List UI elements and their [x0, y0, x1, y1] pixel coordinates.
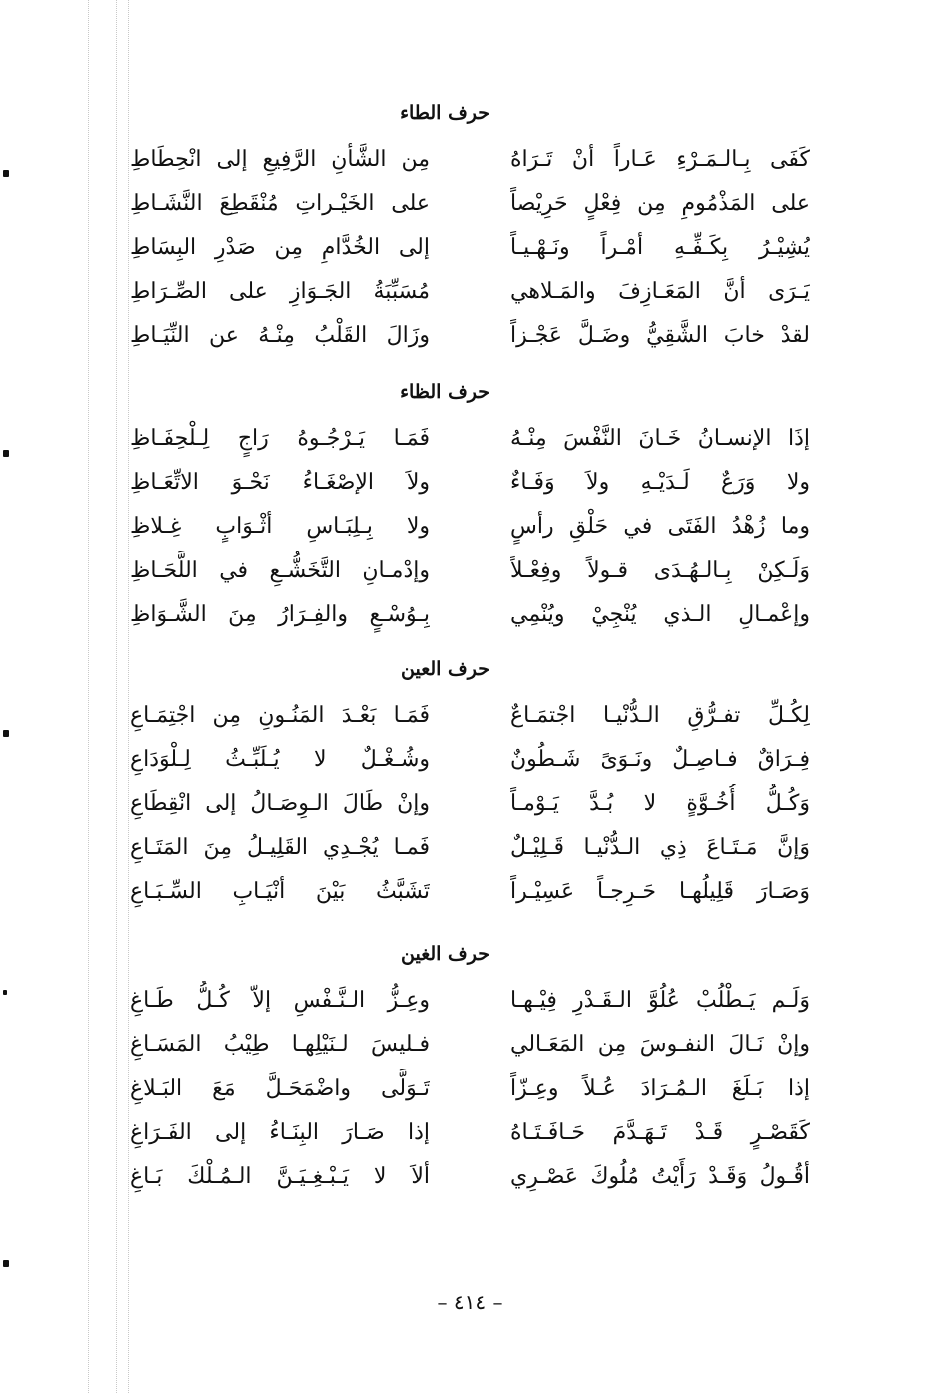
margin-mark — [3, 1260, 9, 1267]
couplet — [110, 140, 810, 184]
couplet — [110, 1157, 810, 1201]
second-hemistich: بِـوُسْـعٍ والفِـرَارُ مِنَ الشَّـوَاظِ — [130, 602, 430, 627]
first-hemistich: على المَذْمُومِ مِن فِعْلٍ حَرِيْصاً — [510, 191, 810, 216]
first-hemistich: إذَا الإنسـانُ خَـانَ النَّفْسَ مِنْـهُ — [510, 426, 810, 451]
second-hemistich: فَمـا يُجْـدِي القَلِيـلُ مِنَ المَتَـاعِ — [130, 835, 430, 860]
couplet — [110, 828, 810, 872]
first-hemistich: أقُـولُ وَقَـدْ رَأَيْتُ مُلُوكَ عَصْـرِي — [510, 1164, 810, 1189]
second-hemistich: تَـوَلَّى واضْمَحَـلَّ مَعَ البَـلاغِ — [130, 1076, 430, 1101]
first-hemistich: لقدْ خابَ الشَّقِيُّ وضَـلَّ عَجْـزاً — [510, 323, 810, 348]
couplet — [110, 696, 810, 740]
first-hemistich: وإعْمـالِ الـذي يُنْجِيْ ويُنْمِي — [510, 602, 810, 627]
second-hemistich: تَشَبَّثُ بَيْنَ أنْيَـابِ السِّـبَـاعِ — [130, 879, 430, 904]
first-hemistich: كَفَى بِـالـمَـرْءِ عَـاراً أنْ تَـرَاهُ — [510, 147, 810, 172]
couplet-list — [110, 140, 810, 360]
first-hemistich: يَـرَى أنَّ المَعَـازِفَ والمَـلاهي — [510, 279, 810, 304]
second-hemistich: ولا بِـلِبَـاسِ أثْـوَابٍ غِـلاظِ — [130, 514, 430, 539]
section-title: حرف الطاء — [400, 102, 490, 124]
couplet — [110, 419, 810, 463]
second-hemistich: فَمَـا يَـرْجُـوهُ رَاجٍ لِـلْحِفَـاظِ — [130, 426, 430, 451]
second-hemistich: مِن الشَّأنِ الرَّفِيعِ إلى انْحِطَاطِ — [130, 147, 430, 172]
section-title: حرف الغين — [401, 943, 490, 965]
couplet — [110, 316, 810, 360]
scan-line — [88, 0, 89, 1393]
first-hemistich: وَلَـكِنْ بِـالـهُـدَى قـولاً وفِعْـلاً — [510, 558, 810, 583]
second-hemistich: على الخَيْـراتِ مُنْقَطِعَ النَّشَـاطِ — [130, 191, 430, 216]
couplet — [110, 1069, 810, 1113]
first-hemistich: وما زُهْدُ الفَتَى في حَلْقِ رأسٍ — [510, 514, 810, 539]
first-hemistich: وإنْ نَـالَ النفـوسَ مِن المَعَـالي — [510, 1032, 810, 1057]
couplet — [110, 184, 810, 228]
couplet — [110, 551, 810, 595]
second-hemistich: وزَالَ القَلْبُ مِنْـهُ عن النِّيَـاطِ — [130, 323, 430, 348]
page-number: – ٤١٤ – — [437, 1290, 503, 1314]
first-hemistich: وَإنَّ مَـتَـاعَ ذِي الـدُّنْيـا قَـلِيْـلٌ — [510, 835, 810, 860]
couplet-list — [110, 419, 810, 639]
first-hemistich: لِكُـلِّ تفـرُّقِ الـدُّنْيـا اجْتمَـاعٌ — [510, 703, 810, 728]
section-title: حرف العين — [401, 658, 490, 680]
couplet — [110, 463, 810, 507]
first-hemistich: وَصَـارَ قَلِيلُهـا حَـرِجـاً عَسِيْـراً — [510, 879, 810, 904]
second-hemistich: إلى الخُدَّامِ مِن صَدْرِ البِسَاطِ — [130, 235, 430, 260]
second-hemistich: فـليسَ لـنَيْلِهـا طِيْبُ المَسَـاغِ — [130, 1032, 430, 1057]
margin-mark — [3, 450, 9, 457]
first-hemistich: فِـرَاقٌ فـاصِـلٌ ونَـوَىً شَـطُونٌ — [510, 747, 810, 772]
couplet — [110, 1025, 810, 1069]
first-hemistich: يُشِيْـرُ بِكَـفِّـهِ أمْـراً ونَـهْـيـاً — [510, 235, 810, 260]
couplet — [110, 272, 810, 316]
first-hemistich: إذا بَـلَغَ الـمُـرَادَ عُـلاً وعِـزّاً — [510, 1076, 810, 1101]
second-hemistich: وإنْ طَالَ الـوِصَـالُ إلى انْقِطَاعِ — [130, 791, 430, 816]
second-hemistich: ألاَ لا يَـبْـغِـيَـنَّ الـمُـلْكَ بَـاغِ — [130, 1164, 430, 1189]
second-hemistich: وشُـغْـلٌ لا يُـلَبِّـثُ لِـلْوَدَاعِ — [130, 747, 430, 772]
couplet — [110, 981, 810, 1025]
couplet-list — [110, 981, 810, 1201]
second-hemistich: ولاَ الإصْغَـاءُ نَحْـوَ الاتِّعَـاظِ — [130, 470, 430, 495]
first-hemistich: وَلَـم يَـطْلُبْ عُلُوَّ الـقَـدْرِ فِيْـهـا — [510, 988, 810, 1013]
margin-mark — [3, 170, 9, 177]
section-title: حرف الظاء — [400, 381, 490, 403]
margin-mark — [3, 990, 7, 995]
couplet — [110, 595, 810, 639]
first-hemistich: ولا وَرَعٌ لَـدَيْـهِ ولاَ وَفَـاءٌ — [510, 470, 810, 495]
second-hemistich: إذا صَـارَ البِنَـاءُ إلى الفَـرَاغِ — [130, 1120, 430, 1145]
couplet — [110, 784, 810, 828]
couplet — [110, 228, 810, 272]
first-hemistich: كَقَصْـرٍ قَـدْ تَـهَـدَّمَ حَـافَـتَـاهُ — [510, 1120, 810, 1145]
second-hemistich: وإدْمـانِ التَّخَشُّـعِ في اللَّحَـاظِ — [130, 558, 430, 583]
second-hemistich: فَمَـا بَعْـدَ المَنُـونِ مِن اجْتِمَـاعِ — [130, 703, 430, 728]
couplet — [110, 740, 810, 784]
second-hemistich: وعِـزُّ الـنَّـفْسِ إلاّ كُـلُّ طَـاغِ — [130, 988, 430, 1013]
first-hemistich: وَكُـلُّ أُخُـوَّةٍ لا بُـدَّ يَـوْمـاً — [510, 791, 810, 816]
couplet — [110, 507, 810, 551]
margin-mark — [3, 730, 9, 737]
couplet-list — [110, 696, 810, 916]
couplet — [110, 1113, 810, 1157]
couplet — [110, 872, 810, 916]
second-hemistich: مُسَبِّبَةُ الجَـوَازِ على الصِّـرَاطِ — [130, 279, 430, 304]
